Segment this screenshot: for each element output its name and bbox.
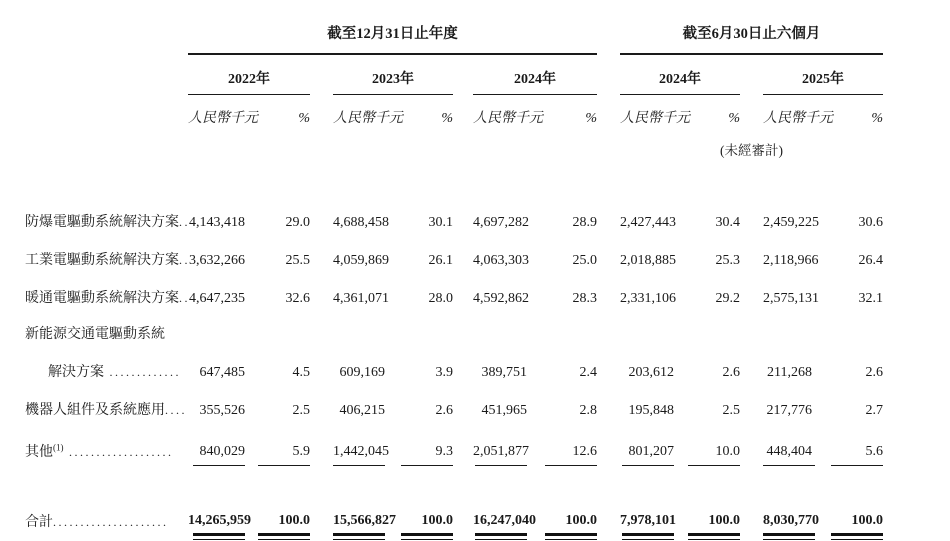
cell-amount: 448,404 bbox=[763, 425, 812, 469]
column-rule bbox=[545, 465, 597, 466]
currency-unit-label: 人民幣千元 bbox=[620, 110, 690, 126]
cell-pct: 2.5 bbox=[722, 402, 740, 418]
cell-amount: 4,592,862 bbox=[473, 290, 529, 306]
percent-label: % bbox=[441, 110, 453, 126]
section-gap bbox=[597, 349, 620, 387]
total-label bbox=[25, 495, 188, 541]
double-rule bbox=[545, 533, 597, 540]
cell-amount: 2,018,885 bbox=[620, 252, 676, 268]
cell-pct: 2.4 bbox=[579, 364, 597, 380]
cell-amount: 3,632,266 bbox=[189, 252, 245, 268]
cell-amount: 1,442,045 bbox=[333, 425, 385, 469]
cell-pct: 2.8 bbox=[579, 402, 597, 418]
column-rule bbox=[401, 465, 453, 466]
cell-pct: 28.3 bbox=[572, 290, 597, 306]
cell-amount: 2,427,443 bbox=[620, 214, 676, 230]
column-gap bbox=[453, 349, 473, 387]
column-gap bbox=[740, 275, 763, 313]
dot-leader: .. bbox=[179, 214, 190, 229]
cell-amount: 217,776 bbox=[766, 402, 812, 418]
cell-pct: 12.6 bbox=[527, 425, 597, 469]
cell-pct: 2.6 bbox=[435, 402, 453, 418]
double-rule bbox=[831, 533, 883, 540]
cell-pct: 2.5 bbox=[292, 402, 310, 418]
cell-amount: 2,459,225 bbox=[763, 214, 819, 230]
currency-unit-label: 人民幣千元 bbox=[188, 110, 258, 126]
cell-total-pct: 100.0 bbox=[527, 495, 597, 541]
label-column-spacer bbox=[25, 95, 188, 133]
column-gap bbox=[310, 495, 333, 541]
table-row-total bbox=[25, 495, 883, 541]
cell-amount: 389,751 bbox=[481, 364, 527, 380]
cell-amount: 4,697,282 bbox=[473, 214, 529, 230]
cell-amount: 801,207 bbox=[620, 425, 674, 469]
cell-pct: 28.0 bbox=[428, 290, 453, 306]
section-gap bbox=[597, 132, 620, 163]
percent-label: % bbox=[298, 110, 310, 126]
table-row-new-energy-label bbox=[25, 313, 883, 349]
row-label-text: 新能源交通電驅動系統 bbox=[25, 326, 165, 342]
revenue-breakdown-table bbox=[25, 6, 883, 541]
column-gap bbox=[453, 54, 473, 95]
column-gap bbox=[740, 425, 763, 469]
column-gap bbox=[453, 387, 473, 425]
dot-leader: .... bbox=[165, 402, 187, 417]
row-label-text: 工業電驅動系統解決方案 bbox=[25, 252, 179, 268]
double-rule bbox=[333, 533, 385, 540]
cell-total-pct: 100.0 bbox=[385, 495, 453, 541]
row-label bbox=[25, 237, 188, 275]
unit-header-2025-interim bbox=[763, 95, 883, 133]
percent-label: % bbox=[585, 110, 597, 126]
column-gap bbox=[310, 425, 333, 469]
double-rule bbox=[622, 533, 674, 540]
spacer-row bbox=[25, 163, 883, 199]
row-label-text: 合計 bbox=[25, 514, 53, 530]
dot-leader: ................... bbox=[63, 444, 174, 459]
cell-pct: 2.6 bbox=[722, 364, 740, 380]
cell-amount: 4,361,071 bbox=[333, 290, 389, 306]
cell-pct: 32.1 bbox=[858, 290, 884, 306]
column-gap bbox=[310, 275, 333, 313]
empty-cells bbox=[188, 313, 883, 349]
double-rule bbox=[763, 533, 815, 540]
cell-amount: 4,059,869 bbox=[333, 252, 389, 268]
row-label bbox=[25, 387, 188, 425]
column-gap bbox=[740, 495, 763, 541]
cell-pct: 4.5 bbox=[292, 364, 310, 380]
double-rule bbox=[475, 533, 527, 540]
cell-pct: 30.4 bbox=[715, 214, 740, 230]
period-header-interim: 截至6月30日止六個月 bbox=[620, 6, 883, 54]
column-rule bbox=[831, 465, 883, 466]
column-gap bbox=[310, 237, 333, 275]
column-rule bbox=[193, 465, 245, 466]
cell-amount: 195,848 bbox=[628, 402, 674, 418]
cell-pct: 25.3 bbox=[715, 252, 740, 268]
row-label bbox=[25, 199, 188, 237]
cell-amount: 2,575,131 bbox=[763, 290, 819, 306]
cell-amount: 647,485 bbox=[199, 364, 245, 380]
spacer-row bbox=[25, 469, 883, 495]
section-gap bbox=[597, 54, 620, 95]
cell-amount: 2,118,966 bbox=[763, 252, 819, 268]
cell-total-amount: 16,247,040 bbox=[473, 495, 527, 541]
dot-leader: ..................... bbox=[53, 514, 169, 529]
unit-header-2024-interim bbox=[620, 95, 740, 133]
double-rule bbox=[193, 533, 245, 540]
column-gap bbox=[453, 237, 473, 275]
row-label-text: 防爆電驅動系統解決方案 bbox=[25, 214, 179, 230]
cell-amount: 4,063,303 bbox=[473, 252, 529, 268]
cell-amount: 4,688,458 bbox=[333, 214, 389, 230]
section-gap bbox=[597, 6, 620, 54]
table-row-robotics bbox=[25, 387, 883, 425]
cell-amount: 4,143,418 bbox=[189, 214, 245, 230]
section-gap bbox=[597, 237, 620, 275]
cell-total-amount: 14,265,959 bbox=[188, 495, 245, 541]
unit-header-2024 bbox=[473, 95, 597, 133]
table-row-industrial bbox=[25, 237, 883, 275]
percent-label: % bbox=[728, 110, 740, 126]
column-gap bbox=[740, 349, 763, 387]
cell-pct: 25.5 bbox=[285, 252, 310, 268]
cell-amount: 2,051,877 bbox=[473, 425, 527, 469]
dot-leader: ............. bbox=[104, 364, 181, 379]
column-gap bbox=[740, 237, 763, 275]
table-row-hvac bbox=[25, 275, 883, 313]
cell-pct: 26.4 bbox=[858, 252, 884, 268]
cell-pct: 25.0 bbox=[572, 252, 597, 268]
year-header-row bbox=[25, 54, 883, 95]
column-gap bbox=[453, 199, 473, 237]
row-label-text: 機器人組件及系統應用 bbox=[25, 402, 165, 418]
year-header-2025-interim: 2025年 bbox=[763, 54, 883, 95]
row-label bbox=[25, 349, 188, 387]
table-row-new-energy-values bbox=[25, 349, 883, 387]
column-rule bbox=[763, 465, 815, 466]
year-header-2024: 2024年 bbox=[473, 54, 597, 95]
cell-pct: 2.6 bbox=[865, 364, 884, 380]
period-header-annual: 截至12月31日止年度 bbox=[188, 6, 597, 54]
table-row-explosion-proof bbox=[25, 199, 883, 237]
cell-pct: 32.6 bbox=[285, 290, 310, 306]
unaudited-note-row bbox=[25, 132, 883, 163]
row-label-text: 解決方案 bbox=[48, 364, 104, 380]
column-gap bbox=[740, 199, 763, 237]
column-gap bbox=[740, 95, 763, 133]
column-gap bbox=[453, 425, 473, 469]
row-label-text: 其他 bbox=[25, 444, 53, 460]
cell-pct: 10.0 bbox=[674, 425, 740, 469]
label-column-spacer bbox=[25, 132, 188, 163]
cell-pct: 9.3 bbox=[385, 425, 453, 469]
cell-amount: 4,647,235 bbox=[189, 290, 245, 306]
currency-unit-label: 人民幣千元 bbox=[473, 110, 543, 126]
cell-total-pct: 100.0 bbox=[245, 495, 310, 541]
cell-pct: 28.9 bbox=[572, 214, 597, 230]
cell-amount: 211,268 bbox=[767, 364, 812, 380]
currency-unit-label: 人民幣千元 bbox=[763, 110, 833, 126]
cell-amount: 451,965 bbox=[481, 402, 527, 418]
year-header-2022: 2022年 bbox=[188, 54, 310, 95]
column-gap bbox=[453, 95, 473, 133]
double-rule bbox=[688, 533, 740, 540]
cell-pct: 26.1 bbox=[428, 252, 453, 268]
cell-pct: 2.7 bbox=[865, 402, 884, 418]
row-label-text: 暖通電驅動系統解決方案 bbox=[25, 290, 179, 306]
cell-pct: 29.2 bbox=[715, 290, 740, 306]
column-rule bbox=[688, 465, 740, 466]
cell-total-pct: 100.0 bbox=[674, 495, 740, 541]
cell-pct: 30.1 bbox=[428, 214, 453, 230]
column-gap bbox=[310, 199, 333, 237]
period-header-row bbox=[25, 6, 883, 54]
spacer bbox=[25, 469, 883, 495]
year-header-2024-interim: 2024年 bbox=[620, 54, 740, 95]
section-gap bbox=[597, 275, 620, 313]
cell-pct: 5.9 bbox=[245, 425, 310, 469]
cell-pct: 5.6 bbox=[812, 425, 883, 469]
currency-unit-label: 人民幣千元 bbox=[333, 110, 403, 126]
column-gap bbox=[310, 349, 333, 387]
unit-header-2022 bbox=[188, 95, 310, 133]
year-header-2023: 2023年 bbox=[333, 54, 453, 95]
column-gap bbox=[740, 54, 763, 95]
unit-header-row bbox=[25, 95, 883, 133]
column-gap bbox=[740, 387, 763, 425]
dot-leader: .. bbox=[179, 290, 190, 305]
column-gap bbox=[310, 54, 333, 95]
unit-header-2023 bbox=[333, 95, 453, 133]
table-row-others bbox=[25, 425, 883, 469]
column-rule bbox=[258, 465, 310, 466]
footnote-marker: (1) bbox=[53, 442, 64, 453]
percent-label: % bbox=[871, 110, 884, 126]
unaudited-note: (未經審計) bbox=[720, 143, 783, 159]
cell-amount: 609,169 bbox=[339, 364, 385, 380]
cell-pct: 29.0 bbox=[285, 214, 310, 230]
cell-total-amount: 15,566,827 bbox=[333, 495, 385, 541]
spacer bbox=[25, 163, 883, 199]
column-gap bbox=[453, 275, 473, 313]
section-gap bbox=[597, 425, 620, 469]
section-gap bbox=[597, 199, 620, 237]
cell-amount: 406,215 bbox=[339, 402, 385, 418]
column-rule bbox=[333, 465, 385, 466]
label-column-spacer bbox=[25, 6, 188, 54]
annual-section-spacer bbox=[188, 132, 597, 163]
cell-total-amount: 7,978,101 bbox=[620, 495, 674, 541]
row-label bbox=[25, 313, 188, 349]
row-label bbox=[25, 425, 188, 469]
double-rule bbox=[401, 533, 453, 540]
section-gap bbox=[597, 95, 620, 133]
dot-leader: .. bbox=[179, 252, 190, 267]
row-label bbox=[25, 275, 188, 313]
cell-total-amount: 8,030,770 bbox=[763, 495, 812, 541]
cell-pct: 30.6 bbox=[858, 214, 884, 230]
double-rule bbox=[258, 533, 310, 540]
column-gap bbox=[310, 387, 333, 425]
cell-total-pct: 100.0 bbox=[812, 495, 883, 541]
cell-amount: 840,029 bbox=[188, 425, 245, 469]
column-rule bbox=[475, 465, 527, 466]
column-gap bbox=[453, 495, 473, 541]
section-gap bbox=[597, 387, 620, 425]
column-gap bbox=[310, 95, 333, 133]
cell-amount: 355,526 bbox=[199, 402, 245, 418]
cell-amount: 2,331,106 bbox=[620, 290, 676, 306]
column-rule bbox=[622, 465, 674, 466]
label-column-spacer bbox=[25, 54, 188, 95]
section-gap bbox=[597, 495, 620, 541]
cell-pct: 3.9 bbox=[435, 364, 453, 380]
cell-amount: 203,612 bbox=[628, 364, 674, 380]
